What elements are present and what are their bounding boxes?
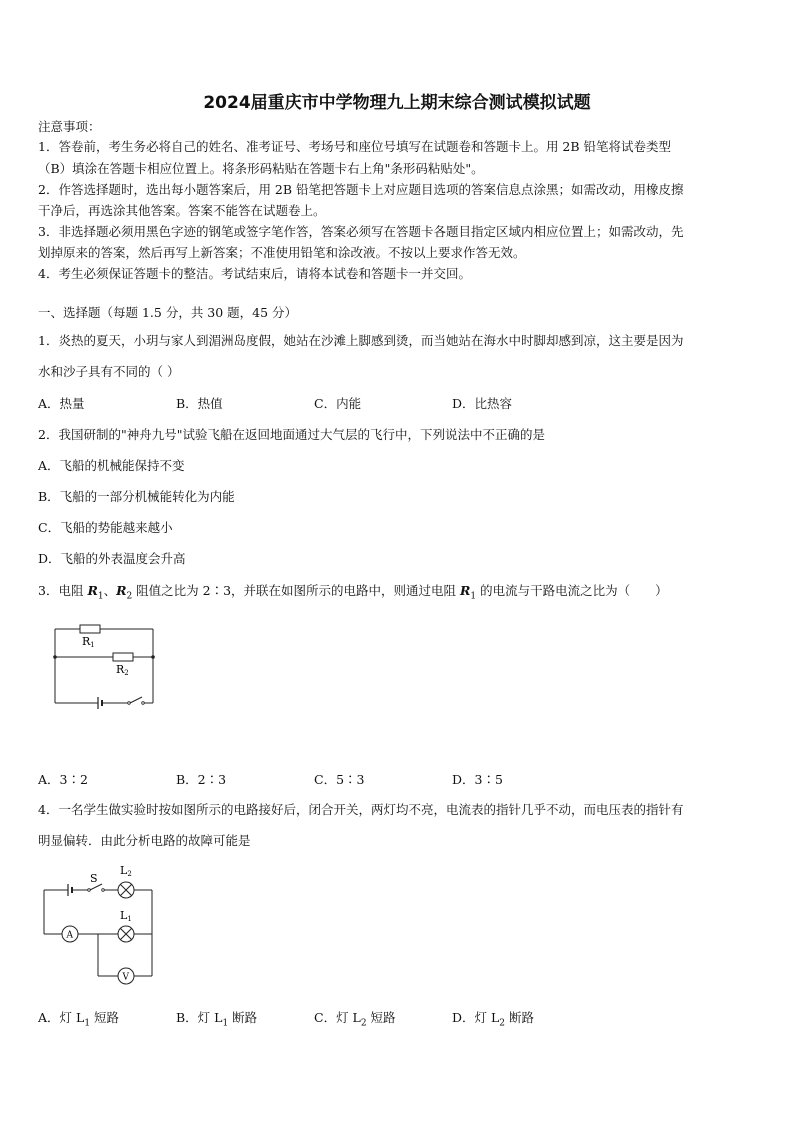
q2-option-c: C．飞船的势能越来越小 [38, 520, 173, 535]
q3-suffix: 的电流与干路电流之比为（ ） [476, 583, 668, 598]
q3-r2-sub: 2 [126, 591, 133, 602]
q1-option-d: D．比热容 [452, 396, 513, 411]
q3-r1b-sub: 1 [470, 591, 477, 602]
notice-line: 3．非选择题必须用黑色字迹的钢笔或签字笔作答，答案必须写在答题卡各题目指定区域内相应位置上；如需改动，先 [38, 224, 684, 239]
q3-r1-sub: 1 [97, 591, 104, 602]
q3-option-c: C．5∶3 [314, 772, 365, 787]
q3-option-a: A．3∶2 [38, 772, 88, 787]
question-4-stem: 4．一名学生做实验时按如图所示的电路接好后，闭合开关，两灯均不亮，电流表的指针几乎不动，而电压表的指针有 [38, 802, 684, 817]
notice-line: 2．作答选择题时，选出每小题答案后，用 2B 铅笔把答题卡上对应题目选项的答案信息点涂黑；如需改动，用橡皮擦 [38, 182, 684, 197]
q4-option-c: C．灯 $L_2$ 短路 [314, 1010, 396, 1029]
section-heading: 一、选择题（每题 1.5 分，共 30 题，45 分） [38, 305, 298, 320]
ammeter-label: A [66, 930, 73, 941]
l1-label: L1 [120, 909, 132, 923]
notice-line: 干净后，再选涂其他答案。答案不能答在试题卷上。 [38, 203, 326, 218]
q1-option-b: B．热值 [176, 396, 223, 411]
q1-option-a: A．热量 [38, 396, 85, 411]
q2-option-b: B．飞船的一部分机械能转化为内能 [38, 489, 235, 504]
question-4-stem-cont: 明显偏转．由此分析电路的故障可能是 [38, 833, 251, 848]
q4-option-a: A．灯 $L_1$ 短路 [38, 1010, 120, 1029]
r1-label: R1 [82, 635, 95, 649]
q3-r1: R [87, 583, 98, 598]
voltmeter-label: V [122, 972, 129, 983]
q3-r2: R [116, 583, 127, 598]
q3-r1b: R [460, 583, 471, 598]
r2-label: R2 [116, 663, 129, 677]
q4-option-d: D．灯 $L_2$ 断路 [452, 1010, 535, 1029]
notice-line: 4．考生必须保证答题卡的整洁。考试结束后，请将本试卷和答题卡一并交回。 [38, 266, 471, 281]
notice-heading: 注意事项： [38, 119, 101, 134]
q4-option-b: B．灯 $L_1$ 断路 [176, 1010, 258, 1029]
question-1-stem-cont: 水和沙子具有不同的（ ） [38, 364, 180, 379]
notice-line: （B）填涂在答题卡相应位置上。将条形码粘贴在答题卡右上角"条形码粘贴处"。 [38, 161, 484, 176]
r2-resistor-symbol [113, 653, 133, 661]
notice-line: 划掉原来的答案，然后再写上新答案；不准使用铅笔和涂改液。不按以上要求作答无效。 [38, 245, 526, 260]
question-1-stem: 1．炎热的夏天，小玥与家人到湄洲岛度假，她站在沙滩上脚感到烫，而当她站在海水中时脚却感到凉，这主要是因为 [38, 333, 684, 348]
l2-label: L2 [120, 864, 132, 878]
switch-label: S [90, 872, 98, 885]
question-2-stem: 2．我国研制的"神舟九号"试验飞船在返回地面通过大气层的飞行中，下列说法中不正确的是 [38, 427, 545, 442]
q3-option-d: D．3∶5 [452, 772, 503, 787]
q2-option-a: A．飞船的机械能保持不变 [38, 458, 185, 473]
notice-line: 1．答卷前，考生务必将自己的姓名、准考证号、考场号和座位号填写在试题卷和答题卡上。用 2B 铅笔将试卷类型 [38, 139, 672, 154]
q3-prefix: 3．电阻 [38, 583, 88, 598]
question-3-stem [38, 582, 758, 606]
q2-option-d: D．飞船的外表温度会升高 [38, 551, 186, 566]
q3-option-b: B．2∶3 [176, 772, 227, 787]
q1-option-c: C．内能 [314, 396, 362, 411]
page-title: 2024届重庆市中学物理九上期末综合测试模拟试题 [203, 93, 591, 113]
r1-resistor-symbol [80, 625, 100, 633]
q3-middle: 阻值之比为 2∶3，并联在如图所示的电路中，则通过电阻 [132, 583, 461, 598]
q3-circuit-diagram [40, 615, 170, 715]
q3-sep: 、 [103, 583, 117, 598]
q4-circuit-diagram [38, 862, 168, 990]
